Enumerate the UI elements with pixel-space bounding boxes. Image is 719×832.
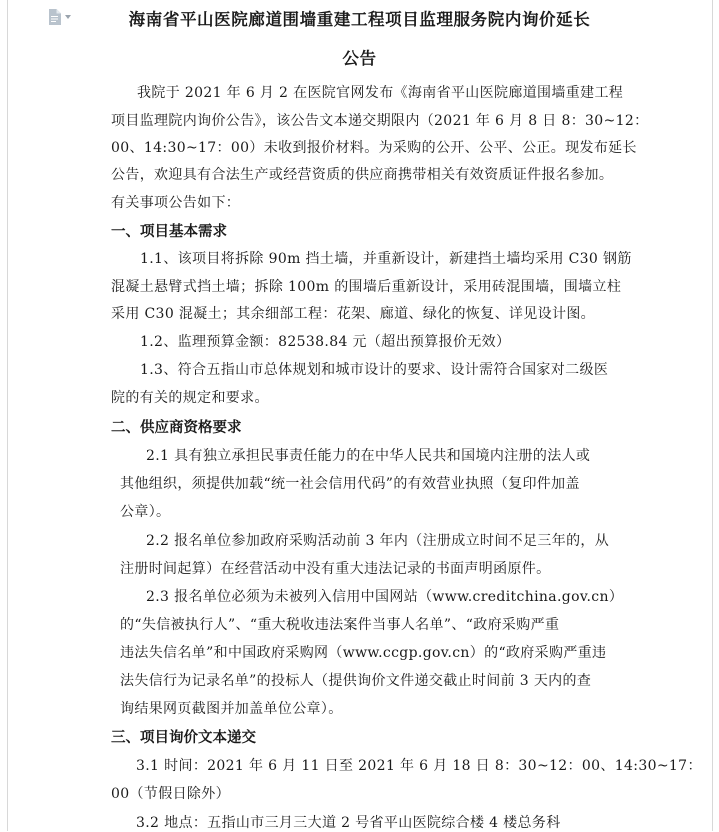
item-2-3-line: 违法失信名单”和中国政府采购网（www.ccgp.gov.cn）的“政府采购严重违 xyxy=(120,645,607,661)
section-3-heading: 三、项目询价文本递交 xyxy=(111,730,256,746)
intro-line: 有关事项公告如下： xyxy=(111,195,241,211)
item-3-1-line: 3.1 时间：2021 年 6 月 11 日至 2021 年 6 月 18 日 8：30~12：00、14:30~17： xyxy=(136,758,702,774)
intro-line: 00、14:30~17：00）未收到报价材料。为采购的公开、公平、公正。现发布延长 xyxy=(111,140,637,156)
item-2-2-line: 注册时间起算）在经营活动中没有重大违法记录的书面声明函原件。 xyxy=(120,561,551,577)
item-2-1-line: 2.1 具有独立承担民事责任能力的在中华人民共和国境内注册的法人或 xyxy=(146,448,591,464)
intro-line: 公告，欢迎具有合法生产或经营资质的供应商携带相关有效资质证件报名参加。 xyxy=(111,167,614,183)
item-1-1-line: 混凝土悬臂式挡土墙；拆除 100m 的围墙后重新设计，采用砖混围墙，围墙立柱 xyxy=(111,279,622,295)
item-1-1-line: 采用 C30 混凝土；其余细部工程：花架、廊道、绿化的恢复、详见设计图。 xyxy=(111,306,596,322)
item-2-3-line: 的“失信被执行人”、“重大税收违法案件当事人名单”、“政府采购严重 xyxy=(120,617,560,633)
item-1-3-line: 院的有关的规定和要求。 xyxy=(111,390,269,406)
section-2-heading: 二、供应商资格要求 xyxy=(111,420,242,436)
item-2-1-line: 公章）。 xyxy=(120,504,171,520)
item-2-2-line: 2.2 报名单位参加政府采购活动前 3 年内（注册成立时间不足三年的，从 xyxy=(146,533,610,549)
item-3-1-line: 00（节假日除外） xyxy=(111,786,230,802)
item-3-2: 3.2 地点：五指山市三月三大道 2 号省平山医院综合楼 4 楼总务科 xyxy=(136,815,561,831)
item-2-3-line: 法失信行为记录名单”的投标人（提供询价文件递交截止时间前 3 天内的查 xyxy=(120,673,592,689)
intro-line: 项目监理院内询价公告》，该公告文本递交期限内（2021 年 6 月 8 日 8：30~12： xyxy=(111,113,649,129)
intro-line: 我院于 2021 年 6 月 2 在医院官网发布《海南省平山医院廊道围墙重建工程 xyxy=(137,85,624,101)
item-1-1-line: 1.1、该项目将拆除 90m 挡土墙，并重新设计，新建挡土墙均采用 C30 钢筋 xyxy=(140,251,632,267)
document-title-line-2: 公告 xyxy=(342,49,377,68)
item-1-3-line: 1.3、符合五指山市总体规划和城市设计的要求、设计需符合国家对二级医 xyxy=(140,362,609,378)
document-title-line-1: 海南省平山医院廊道围墙重建工程项目监理服务院内询价延长 xyxy=(128,10,591,29)
section-1-heading: 一、项目基本需求 xyxy=(111,224,227,240)
item-1-2: 1.2、监理预算金额：82538.84 元（超出预算报价无效） xyxy=(140,334,511,350)
item-2-1-line: 其他组织，须提供加载“统一社会信用代码”的有效营业执照（复印件加盖 xyxy=(120,476,580,492)
item-2-3-line: 询结果网页截图并加盖单位公章）。 xyxy=(120,701,343,717)
item-2-3-line: 2.3 报名单位必须为未被列入信用中国网站（www.creditchina.gov.cn） xyxy=(146,589,624,605)
